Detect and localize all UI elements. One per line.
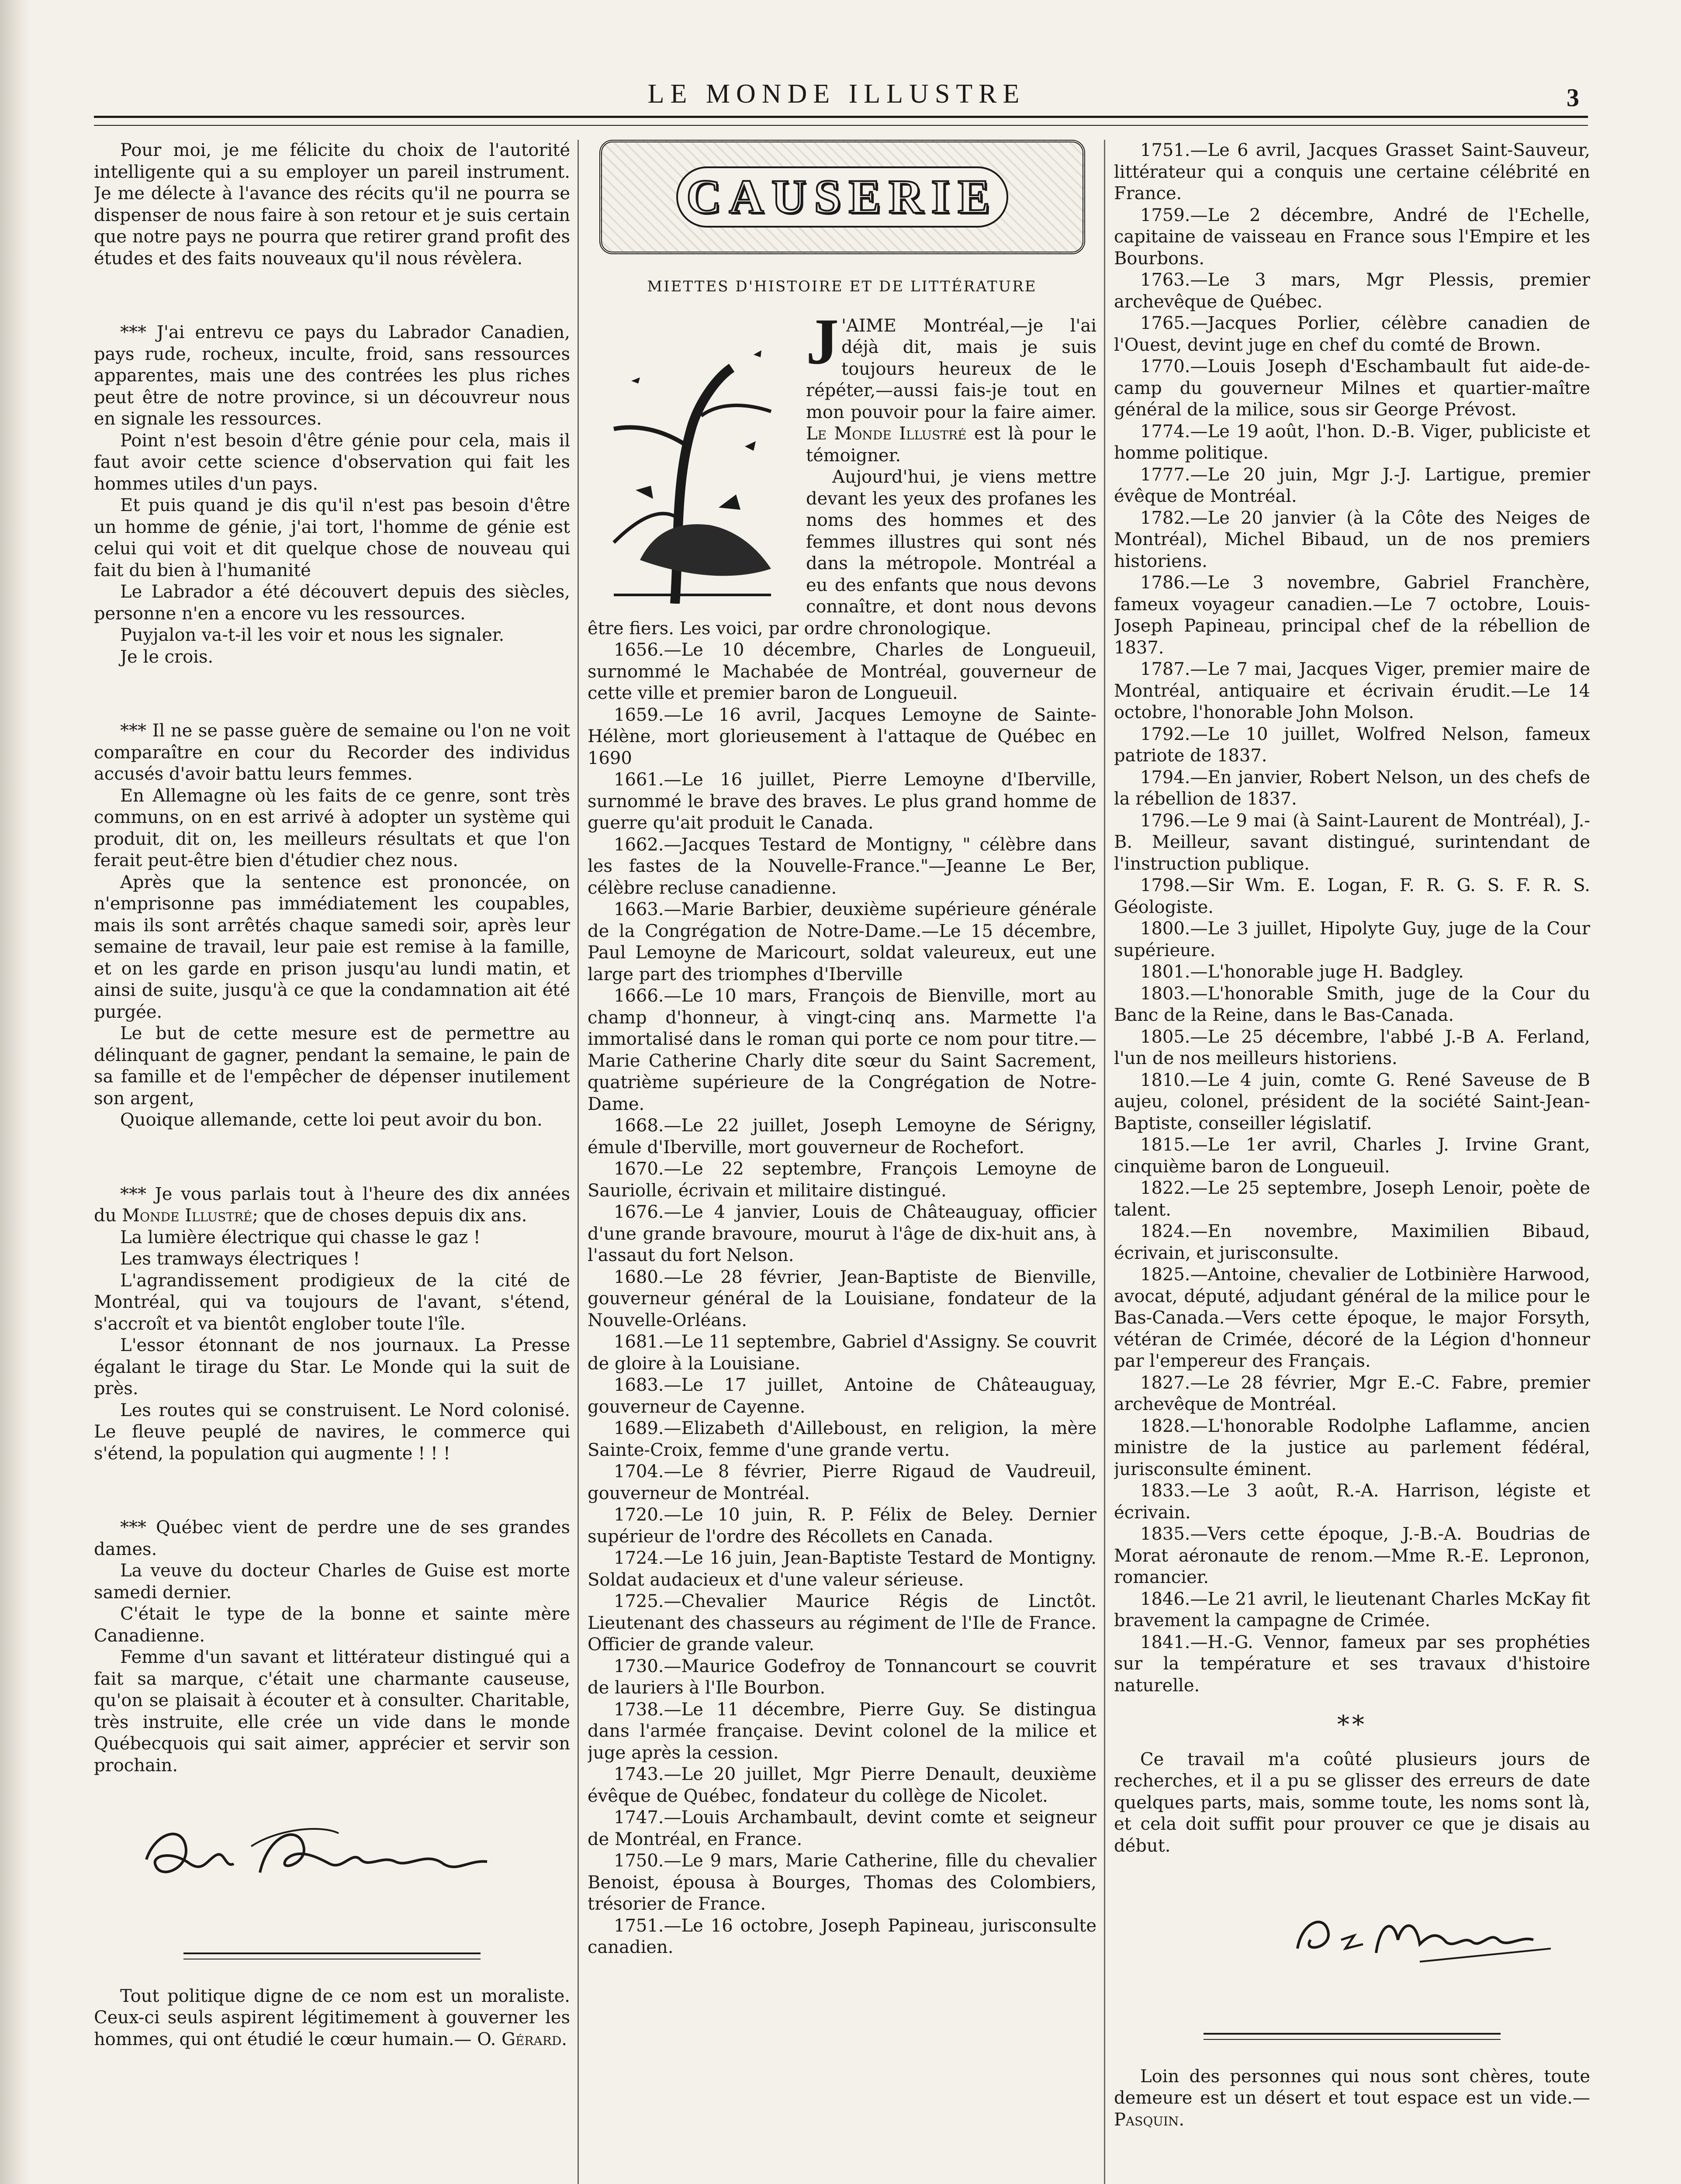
paragraph: Quoique allemande, cette loi peut avoir du bon.	[120, 1110, 543, 1130]
paragraph: Et puis quand je dis qu'il n'est pas besoin d'être un homme de génie, j'ai tort, l'homme de génie est celui qui voit et dit quelque chose de nouveau qui fait du bien à l'humanité	[94, 495, 570, 581]
paragraph: Femme d'un savant et littérateur distingué qui a fait sa marque, c'était une charmante causeuse, qu'on se plaisait à écouter et à consulter. Charitable, très instruite, elle crée un vide dans le monde Québecquois qui sait aimer, apprécier et servir son prochain.	[94, 1647, 570, 1776]
paragraph: Les tramways électriques !	[120, 1249, 360, 1269]
entry-1656: 1656.—Le 10 décembre, Charles de Longueuil, surnommé le Machabée de Montréal, gouverneur de cette ville et premier baron de Longueuil.	[588, 640, 1096, 703]
entry-1801: 1801.—L'honorable juge H. Badgley.	[1140, 962, 1464, 982]
page-edge-shadow	[0, 0, 31, 2184]
handwritten-signature	[1114, 1887, 1590, 1984]
entry-1774: 1774.—Le 19 août, l'hon. D.-B. Viger, publiciste et homme politique.	[1114, 421, 1590, 463]
quote-author: O. Gérard.	[477, 2029, 567, 2049]
paragraph: Ce travail m'a coûté plusieurs jours de recherches, et il a pu se glisser des erreurs de date quelques parts, mais, somme toute, les noms sont là, et cela doit suffit pour prouver ce que je disais au début.	[1114, 1749, 1590, 1856]
entry-1803: 1803.—L'honorable Smith, juge de la Cour du Banc de la Reine, dans le Bas-Canada.	[1114, 983, 1590, 1025]
journal-name: Le Monde Illustré	[806, 424, 967, 444]
paragraph: *** J'ai entrevu ce pays du Labrador Canadien, pays rude, rocheux, inculte, froid, sans ressources apparentes, mais une des contrées les plus riches peut être de notre province, si un découvreur nous en signale les ressources.	[94, 322, 570, 429]
entry-1770: 1770.—Louis Joseph d'Eschambault fut aide-de-camp du gouverneur Milnes et quartier-maître général de la milice, sous sir George Prévost.	[1114, 356, 1590, 420]
paragraph: *** Il ne se passe guère de semaine ou l'on ne voit comparaître en cour du Recorder des individus accusés d'avoir battu leurs femmes.	[94, 721, 570, 784]
text-run: ; que de choses depuis dix ans.	[252, 1206, 527, 1226]
paragraph: Puyjalon va-t-il les voir et nous les signaler.	[120, 625, 505, 645]
column-divider	[1104, 140, 1105, 2184]
section-separator: **	[1337, 1711, 1367, 1739]
paragraph: Pour moi, je me félicite du choix de l'autorité intelligente qui a su employer un pareil instrument. Je me délecte à l'avance des récits qu'il ne pourra se dispenser de nous faire à son retour et je suis certain que notre pays ne pourra que retirer grand profit des études et des faits nouveaux qu'il nous révèlera.	[94, 140, 570, 269]
paragraph: L'essor étonnant de nos journaux. La Presse égalant le tirage du Star. Le Monde qui la suit de près.	[94, 1335, 570, 1399]
entry-1810: 1810.—Le 4 juin, comte G. René Saveuse de B aujeu, colonel, président de la société Saint-Jean-Baptiste, conseiller législatif.	[1114, 1070, 1590, 1133]
entry-1759: 1759.—Le 2 décembre, André de l'Echelle, capitaine de vaisseau en France sous l'Empire et les Bourbons.	[1114, 205, 1590, 269]
entry-1792: 1792.—Le 10 juillet, Wolfred Nelson, fameux patriote de 1837.	[1114, 724, 1590, 766]
entry-1765: 1765.—Jacques Porlier, célèbre canadien de l'Ouest, devint juge en chef du comté de Brown.	[1114, 313, 1590, 355]
entry-1666: 1666.—Le 10 mars, François de Bienville, mort au champ d'honneur, à vingt-cinq ans. Marmette l'a immortalisé dans le roman qui porte ce nom pour titre.—Marie Catherine Charly dite sœur du Saint Sacrement, quatrième supérieure de la Congrégation de Notre-Dame.	[588, 986, 1096, 1114]
entry-1730: 1730.—Maurice Godefroy de Tonnancourt se couvrit de lauriers à l'Ile Bourbon.	[588, 1656, 1096, 1698]
paragraph: Le Labrador a été découvert depuis des siècles, personne n'en a encore vu les ressources.	[94, 582, 570, 624]
paragraph: En Allemagne où les faits de ce genre, sont très communs, on en est arrivé à adopter un système qui produit, dit on, les meilleurs résultats et que l'on ferait peut-être bien d'étudier chez nous.	[94, 785, 570, 871]
column-right	[1114, 140, 1590, 2184]
paragraph: Le but de cette mesure est de permettre au délinquant de gagner, pendant la semaine, le pain de sa famille et de l'empêcher de dépenser inutilement son argent,	[94, 1023, 570, 1109]
entry-1724: 1724.—Le 16 juin, Jean-Baptiste Testard de Montigny. Soldat audacieux et d'une valeur sérieuse.	[588, 1548, 1096, 1590]
page-header	[94, 79, 1579, 118]
entry-1751: 1751.—Le 16 octobre, Joseph Papineau, jurisconsulte canadien.	[588, 1915, 1096, 1957]
entry-1743: 1743.—Le 20 juillet, Mgr Pierre Denault, deuxième évêque de Québec, fondateur du collège de Nicolet.	[588, 1764, 1096, 1806]
entry-1663: 1663.—Marie Barbier, deuxième supérieure générale de la Congrégation de Notre-Dame.—Le 15 décembre, Paul Lemoyne de Maricourt, soldat valeureux, eut une large part des triomphes d'Iberville	[588, 899, 1096, 985]
entry-1681: 1681.—Le 11 septembre, Gabriel d'Assigny. Se couvrit de gloire à la Louisiane.	[588, 1332, 1096, 1374]
column-center	[588, 140, 1096, 2184]
entry-1824: 1824.—En novembre, Maximilien Bibaud, écrivain, et jurisconsulte.	[1114, 1221, 1590, 1263]
column-left	[94, 140, 570, 2184]
paragraph: La veuve du docteur Charles de Guise est morte samedi dernier.	[94, 1561, 570, 1603]
causerie-banner	[599, 140, 1085, 254]
entry-1659: 1659.—Le 16 avril, Jacques Lemoyne de Sainte-Hélène, mort glorieusement à l'attaque de Québec en 1690	[588, 705, 1096, 768]
entry-1833: 1833.—Le 3 août, R.-A. Harrison, légiste et écrivain.	[1114, 1481, 1590, 1523]
tree-vignette-illustration	[588, 315, 797, 604]
causerie-title: CAUSERIE	[686, 170, 998, 224]
entry-1676: 1676.—Le 4 janvier, Louis de Châteauguay, officier d'une grande bravoure, mourut à l'âge de dix-huit ans, à l'assaut du fort Nelson.	[588, 1202, 1096, 1265]
paragraph: Je le crois.	[120, 646, 214, 667]
page-number: 3	[1567, 83, 1579, 112]
entry-1796: 1796.—Le 9 mai (à Saint-Laurent de Montréal), J.-B. Meilleur, savant distingué, surintendant de l'instruction publique.	[1114, 810, 1590, 874]
entry-1763: 1763.—Le 3 mars, Mgr Plessis, premier archevêque de Québec.	[1114, 270, 1590, 312]
entry-1747: 1747.—Louis Archambault, devint comte et seigneur de Montréal, en France.	[588, 1807, 1096, 1849]
entry-1782: 1782.—Le 20 janvier (à la Côte des Neiges de Montréal), Michel Bibaud, un de nos premiers historiens.	[1114, 508, 1590, 571]
entry-1680: 1680.—Le 28 février, Jean-Baptiste de Bienville, gouverneur général de la Louisiane, fondateur de la Nouvelle-Orléans.	[588, 1267, 1096, 1330]
entry-1794: 1794.—En janvier, Robert Nelson, un des chefs de la rébellion de 1837.	[1114, 767, 1590, 809]
entry-1786: 1786.—Le 3 novembre, Gabriel Franchère, fameux voyageur canadien.—Le 7 octobre, Louis-Joseph Papineau, principal chef de la rébellion de 1837.	[1114, 573, 1590, 658]
text-run: 'AIME Montréal,—je l'ai déjà dit, mais je suis toujours heureux de le répéter,—aussi fais-je tout en mon pouvoir pour la faire aimer.	[806, 315, 1096, 422]
section-subtitle: MIETTES D'HISTOIRE ET DE LITTÉRATURE	[647, 278, 1037, 295]
paragraph: La lumière électrique qui chasse le gaz !	[120, 1227, 481, 1248]
quote-author: Pasquin.	[1114, 2109, 1185, 2130]
entry-1828: 1828.—L'honorable Rodolphe Laflamme, ancien ministre de la justice au parlement fédéral, jurisconsulte éminent.	[1114, 1416, 1590, 1479]
journal-name: Monde Illustré	[122, 1206, 252, 1226]
paragraph	[94, 1184, 570, 1227]
paragraph: Les routes qui se construisent. Le Nord colonisé. Le fleuve peuplé de navires, le commerce qui s'étend, la population qui augmente ! ! !	[94, 1400, 570, 1464]
running-title: LE MONDE ILLUSTRE	[647, 79, 1026, 109]
paragraph: *** Québec vient de perdre une de ses grandes dames.	[94, 1517, 570, 1559]
entry-1750: 1750.—Le 9 mars, Marie Catherine, fille du chevalier Benoist, épousa à Bourges, Thomas des Colombiers, trésorier de France.	[588, 1851, 1096, 1914]
section-rule	[1204, 2033, 1501, 2040]
entry-1738: 1738.—Le 11 décembre, Pierre Guy. Se distingua dans l'armée française. Devint colonel de la milice et juge après la cession.	[588, 1699, 1096, 1763]
entry-1751b: 1751.—Le 6 avril, Jacques Grasset Saint-Sauveur, littérateur qui a conquis une certaine célébrité en France.	[1114, 140, 1590, 204]
paragraph: Aujourd'hui, je viens mettre devant les yeux des profanes les noms des hommes et des femmes illustres qui sont nés dans la métropole. Montréal a eu des enfants que nous devons connaître, et dont nous devons être fiers. Les voici, par ordre chronologique.	[588, 467, 1096, 639]
entry-1683: 1683.—Le 17 juillet, Antoine de Châteauguay, gouverneur de Cayenne.	[588, 1375, 1096, 1417]
header-rule	[94, 116, 1588, 126]
entry-1704: 1704.—Le 8 février, Pierre Rigaud de Vaudreuil, gouverneur de Montréal.	[588, 1462, 1096, 1503]
text-run: Loin des personnes qui nous sont chères, toute demeure est un désert et tout espace est un vide.—	[1114, 2066, 1590, 2108]
paragraph: Après que la sentence est prononcée, on n'emprisonne pas immédiatement les coupables, mais ils sont arrêtés chaque samedi soir, après leur semaine de travail, leur paie est remise à la famille, et on les garde en prison jusqu'au lundi matin, et ainsi de suite, jusqu'à ce que la condamnation ait été purgée.	[94, 872, 570, 1022]
text-run: *** Je vous parlais tout à l'heure des dix années du	[94, 1184, 570, 1226]
entry-1846: 1846.—Le 21 avril, le lieutenant Charles McKay fit bravement la campagne de Crimée.	[1114, 1589, 1590, 1631]
entry-1662: 1662.—Jacques Testard de Montigny, " célèbre dans les fastes de la Nouvelle-France."—Jeanne Le Ber, célèbre recluse canadienne.	[588, 834, 1096, 898]
entry-1777: 1777.—Le 20 juin, Mgr J.-J. Lartigue, premier évêque de Montréal.	[1114, 464, 1590, 506]
entry-1670: 1670.—Le 22 septembre, François Lemoyne de Sauriolle, écrivain et militaire distingué.	[588, 1159, 1096, 1201]
section-rule	[183, 1952, 481, 1959]
text-run: Tout politique digne de ce nom est un moraliste. Ceux-ci seuls aspirent légitimement à gouverner les hommes, qui ont étudié le cœur humain.—	[94, 1986, 570, 2049]
quotation	[94, 1986, 570, 2051]
entry-1841: 1841.—H.-G. Vennor, fameux par ses prophéties sur la température et ses travaux d'histoire naturelle.	[1114, 1632, 1590, 1696]
entry-1720: 1720.—Le 10 juin, R. P. Félix de Beley. Dernier supérieur de l'ordre des Récollets en Canada.	[588, 1505, 1096, 1547]
entry-1825: 1825.—Antoine, chevalier de Lotbinière Harwood, avocat, député, adjudant général de la milice pour le Bas-Canada.—Vers cette époque, le major Forsyth, vétéran de Crimée, décoré de la Légion d'honneur par l'empereur des Français.	[1114, 1265, 1590, 1371]
entry-1668: 1668.—Le 22 juillet, Joseph Lemoyne de Sérigny, émule d'Iberville, mort gouverneur de Rochefort.	[588, 1116, 1096, 1158]
paragraph: C'était le type de la bonne et sainte mère Canadienne.	[94, 1604, 570, 1646]
entry-1689: 1689.—Elizabeth d'Ailleboust, en religion, la mère Sainte-Croix, femme d'une grande vertu.	[588, 1418, 1096, 1460]
entry-1815: 1815.—Le 1er avril, Charles J. Irvine Grant, cinquième baron de Longueuil.	[1114, 1135, 1590, 1177]
text-run: est là pour le témoigner.	[806, 424, 1096, 466]
entry-1725: 1725.—Chevalier Maurice Régis de Linctôt. Lieutenant des chasseurs au régiment de l'Ile de France. Officier de grande valeur.	[588, 1591, 1096, 1655]
entry-1787: 1787.—Le 7 mai, Jacques Viger, premier maire de Montréal, antiquaire et écrivain érudit.—Le 14 octobre, l'honorable John Molson.	[1114, 659, 1590, 722]
entry-1805: 1805.—Le 25 décembre, l'abbé J.-B A. Ferland, l'un de nos meilleurs historiens.	[1114, 1026, 1590, 1068]
entry-1822: 1822.—Le 25 septembre, Joseph Lenoir, poète de talent.	[1114, 1178, 1590, 1220]
entry-1827: 1827.—Le 28 février, Mgr E.-C. Fabre, premier archevêque de Montréal.	[1114, 1372, 1590, 1414]
paragraph: Point n'est besoin d'être génie pour cela, mais il faut avoir cette science d'observation qui fait les hommes utiles d'un pays.	[94, 430, 570, 494]
column-divider	[578, 140, 579, 2184]
handwritten-signature	[94, 1807, 570, 1903]
paragraph: L'agrandissement prodigieux de la cité de Montréal, qui va toujours de l'avant, s'étend, s'accroît et va bientôt englober toute l'île.	[94, 1270, 570, 1334]
quotation	[1114, 2066, 1590, 2131]
intro	[588, 315, 1096, 640]
entry-1661: 1661.—Le 16 juillet, Pierre Lemoyne d'Iberville, surnommé le brave des braves. Le plus grand homme de guerre qu'ait produit le Canada.	[588, 770, 1096, 833]
entry-1835: 1835.—Vers cette époque, J.-B.-A. Boudrias de Morat aéronaute de renom.—Mme R.-E. Lepronon, romancier.	[1114, 1524, 1590, 1587]
drop-cap: J	[806, 315, 839, 378]
entry-1800: 1800.—Le 3 juillet, Hipolyte Guy, juge de la Cour supérieure.	[1114, 919, 1590, 961]
entry-1798: 1798.—Sir Wm. E. Logan, F. R. G. S. F. R. S. Géologiste.	[1114, 875, 1590, 917]
